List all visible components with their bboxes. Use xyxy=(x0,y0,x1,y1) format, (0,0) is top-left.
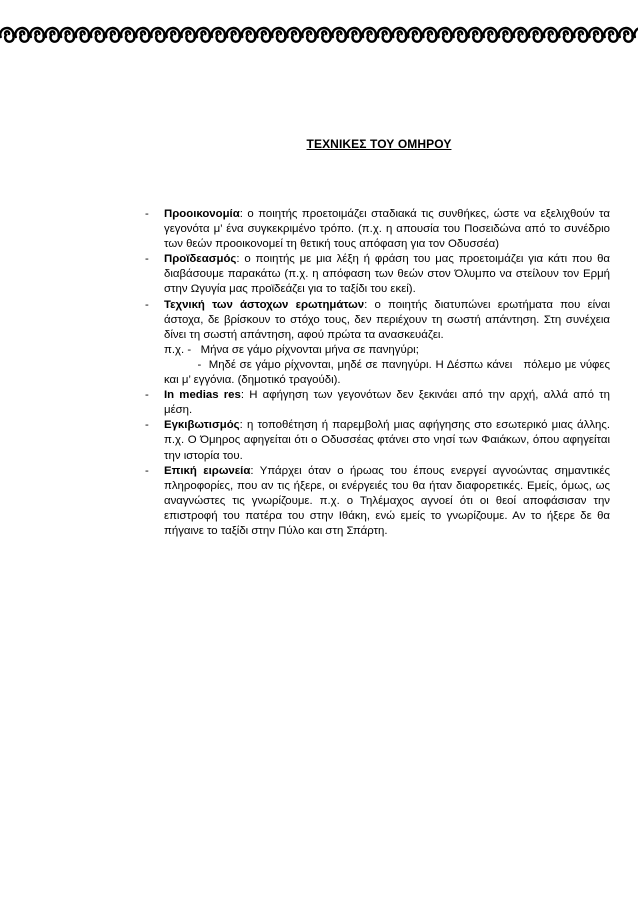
spiral-mark xyxy=(61,28,74,42)
list-item-egkivotismos xyxy=(140,418,610,463)
term-label: In medias res xyxy=(164,389,241,402)
spiral-mark xyxy=(589,28,602,42)
term-description: : η τοποθέτηση ή παρεμβολή μιας αφήγησης στο εσωτερικό μιας άλλης. π.χ. Ο Όμηρος αφηγείται ότι ο Οδυσσέας φτάνει στο νησί των Φαιάκων, όπου αφηγείται την ιστορία του. xyxy=(164,419,610,462)
spiral-mark xyxy=(287,28,300,42)
item-dash: - xyxy=(145,389,149,402)
spiral-mark xyxy=(30,28,43,42)
spiral-mark xyxy=(15,28,28,42)
spiral-mark xyxy=(529,28,542,42)
spiral-mark xyxy=(468,28,481,42)
term-description: : Υπάρχει όταν ο ήρωας του έπους ενεργεί αγνοώντας σημαντικές πληροφορίες, που αν τις ήξερε, οι ενέργειές του θα ήταν διαφορετικές. Εμείς, όμως, ως αναγνώστες τις γνωρίζουμε. π.χ. ο Τηλέμαχος αγνοεί ότι οι θεοί αποφάσισαν την επιστροφή του πατέρα του στην Ιθάκη, ενώ εμείς το γνωρίζουμε. Αν το ήξερε δε θα πήγαινε το ταξίδι στην Πύλο και στη Σπάρτη. xyxy=(164,464,611,537)
spiral-mark xyxy=(121,28,134,42)
term-label: Εγκιβωτισμός xyxy=(164,419,240,432)
list-item-prooikonomia xyxy=(140,207,610,252)
term-label: Επική ειρωνεία xyxy=(164,464,251,477)
techniques-list xyxy=(140,207,614,539)
term-label: Τεχνική των άστοχων ερωτημάτων xyxy=(164,298,365,311)
spiral-mark xyxy=(76,28,89,42)
spiral-mark xyxy=(46,28,59,42)
spiral-mark xyxy=(317,28,330,42)
spiral-mark xyxy=(499,28,512,42)
list-item-astoxa-erotimata xyxy=(140,298,614,389)
list-item-epiki-eironeia xyxy=(140,464,610,539)
spiral-mark xyxy=(91,28,104,42)
spiral-mark xyxy=(181,28,194,42)
spiral-mark xyxy=(348,28,361,42)
spiral-border xyxy=(0,23,638,45)
spiral-mark xyxy=(559,28,572,42)
example-line-2: - Μηδέ σε γάμο ρίχνονται, μηδέ σε πανηγύρι. Η Δέσπω κάνει πόλεμο με νύφες και μ’ εγγόνια. (δημοτικό τραγούδι). xyxy=(164,358,614,387)
spiral-mark xyxy=(302,28,315,42)
spiral-mark xyxy=(106,28,119,42)
spiral-mark xyxy=(212,28,225,42)
spiral-mark xyxy=(393,28,406,42)
spiral-mark xyxy=(483,28,496,42)
term-description: : ο ποιητής προετοιμάζει σταδιακά τις συνθήκες, ώστε να εξελιχθούν τα γεγονότα μ’ ένα συγκεκριμένο τρόπο. (π.χ. η απουσία του Ποσειδώνα από το συνέδριο των θεών προοικονομεί τη θετική τους απόφαση για τον Οδυσσέα) xyxy=(164,208,610,251)
item-dash: - xyxy=(145,208,149,220)
spiral-mark xyxy=(151,28,164,42)
spiral-mark xyxy=(363,28,376,42)
spiral-mark xyxy=(453,28,466,42)
spiral-mark xyxy=(619,28,632,42)
spiral-mark xyxy=(197,28,210,42)
spiral-mark xyxy=(634,28,638,42)
spiral-mark xyxy=(227,28,240,42)
spiral-mark xyxy=(408,28,421,42)
example-line-1: π.χ. - Μήνα σε γάμο ρίχνονται μήνα σε πανηγύρι; xyxy=(164,343,419,356)
spiral-mark xyxy=(136,28,149,42)
spiral-mark xyxy=(332,28,345,42)
item-dash: - xyxy=(145,464,149,477)
item-dash: - xyxy=(145,253,149,266)
spiral-mark xyxy=(166,28,179,42)
term-description: : ο ποιητής διατυπώνει ερωτήματα που είναι άστοχα, δε βρίσκουν το στόχο τους, δεν περιέχουν τη σωστή απάντηση. Στη συνέχεια δίνει τη σωστή απάντηση, αφού πρώτα τα ανασκευάζει. xyxy=(164,298,610,341)
spiral-mark xyxy=(242,28,255,42)
spiral-mark xyxy=(378,28,391,42)
spiral-mark xyxy=(514,28,527,42)
item-dash: - xyxy=(145,298,149,311)
item-dash: - xyxy=(145,419,149,432)
list-item-proideasmos xyxy=(140,252,610,297)
page-title-text: ΤΕΧΝΙΚΕΣ ΤΟΥ ΟΜΗΡΟΥ xyxy=(306,137,452,151)
term-description: : Η αφήγηση των γεγονότων δεν ξεκινάει από την αρχή, αλλά από τη μέση. xyxy=(164,389,610,417)
spiral-mark xyxy=(257,28,270,42)
term-label: Προοικονομία xyxy=(164,208,240,220)
spiral-mark xyxy=(423,28,436,42)
term-label: Προϊδεασμός xyxy=(164,253,237,266)
spiral-mark xyxy=(604,28,617,42)
spiral-border-pattern xyxy=(0,23,638,45)
spiral-mark xyxy=(0,28,13,42)
list-item-in-medias-res xyxy=(140,388,610,418)
spiral-mark xyxy=(272,28,285,42)
spiral-mark xyxy=(544,28,557,42)
term-description: : ο ποιητής με μια λέξη ή φράση του μας προετοιμάζει για κάτι που θα διαβάσουμε παρακάτω (π.χ. η απόφαση των θεών στον Όλυμπο να στείλουν τον Ερμή στην Ωγυγία μας προϊδεάζει για το ταξίδι του εκεί). xyxy=(164,253,610,296)
spiral-mark xyxy=(574,28,587,42)
page-title xyxy=(0,137,638,151)
spiral-mark xyxy=(438,28,451,42)
